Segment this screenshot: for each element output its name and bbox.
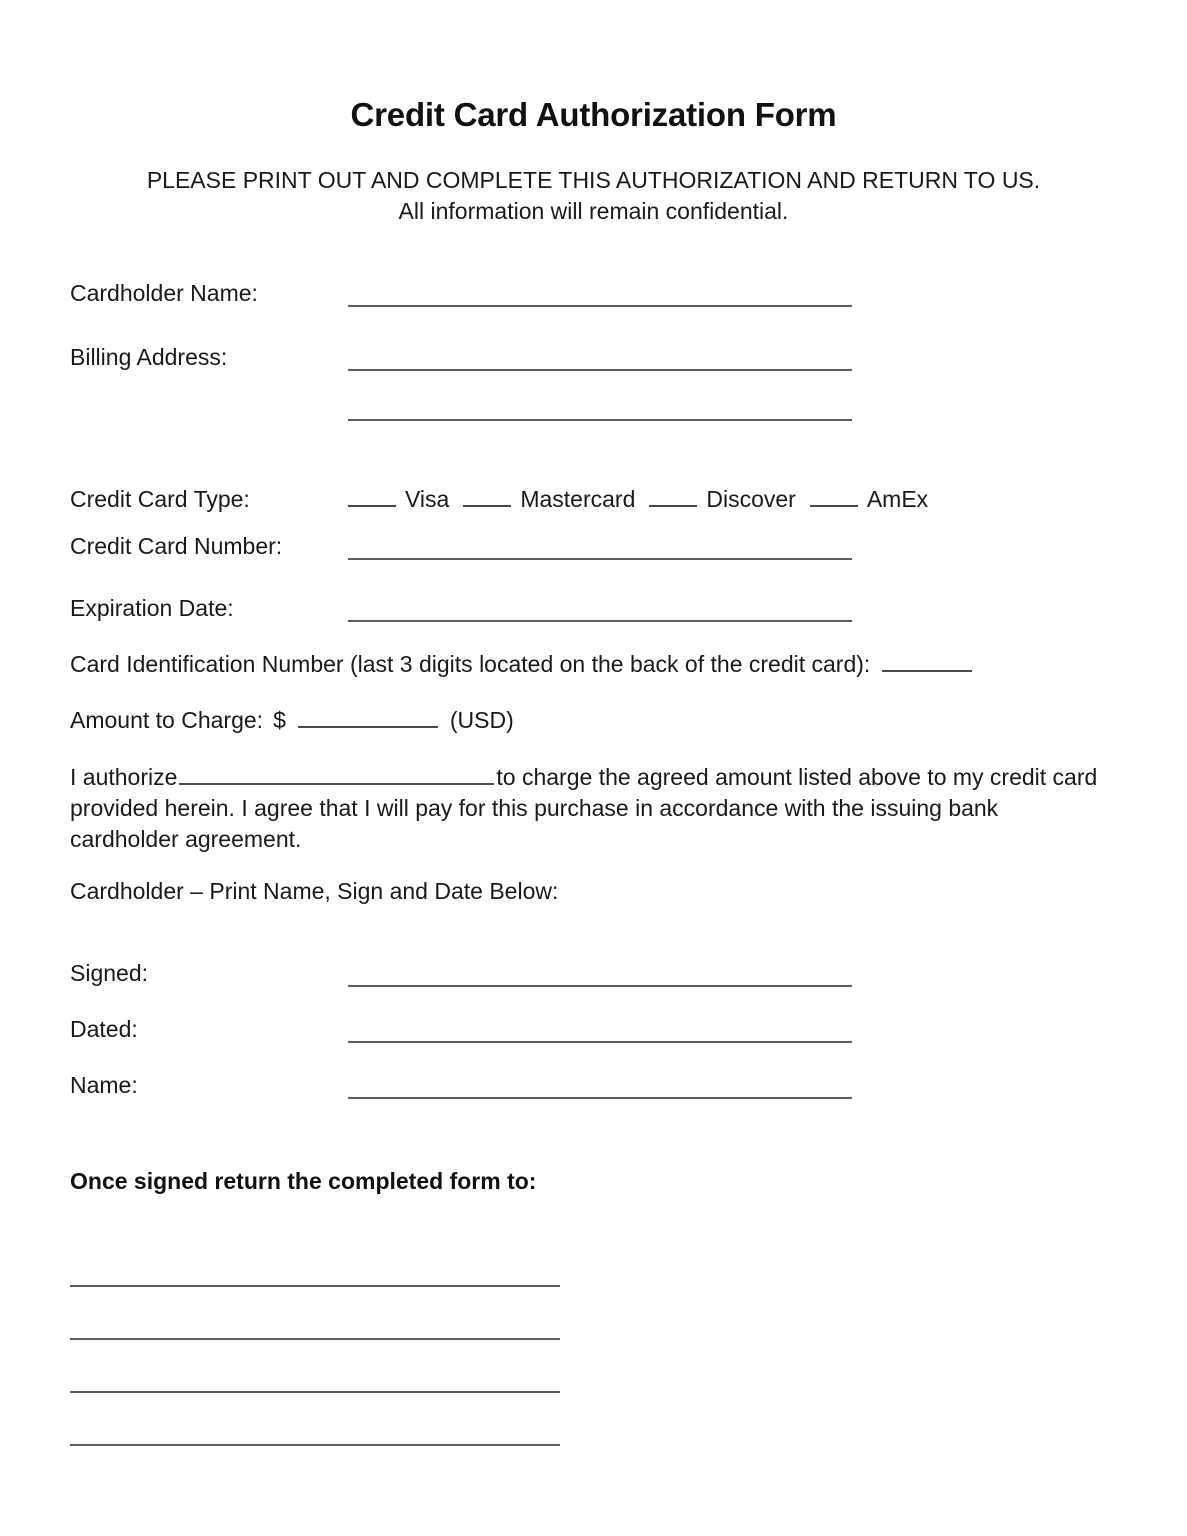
authorize-company-input-blank[interactable] — [179, 766, 494, 785]
dated-input-rule[interactable] — [348, 1041, 852, 1043]
card-type-checkbox-mastercard[interactable] — [463, 488, 511, 507]
name-label: Name: — [70, 1072, 138, 1098]
field-card-identification-number — [70, 651, 972, 678]
authorization-paragraph — [70, 762, 1105, 855]
subtitle-line-1: PLEASE PRINT OUT AND COMPLETE THIS AUTHORIZATION AND RETURN TO US. — [146, 167, 1041, 193]
return-address-rule-2[interactable] — [70, 1338, 560, 1340]
card-type-option-mastercard[interactable] — [463, 486, 635, 512]
return-address-rule-1[interactable] — [70, 1285, 560, 1287]
amount-currency-suffix: (USD) — [449, 707, 514, 733]
authorize-text-after: to charge the agreed amount listed above to my credit card provided herein. I agree that I will pay for this purchase in accordance with the issuing bank cardholder agreement. — [70, 764, 1098, 852]
card-type-checkbox-visa[interactable] — [348, 488, 396, 507]
amount-to-charge-input-blank[interactable] — [298, 709, 438, 728]
cardholder-name-input-rule[interactable] — [348, 305, 852, 307]
card-type-checkbox-amex[interactable] — [810, 488, 858, 507]
signed-label: Signed: — [70, 960, 149, 986]
credit-card-number-input-rule[interactable] — [348, 558, 852, 560]
footer-heading: Once signed return the completed form to: — [70, 1168, 537, 1194]
billing-address-input-rule-2[interactable] — [348, 419, 852, 421]
card-type-label-mastercard: Mastercard — [520, 486, 636, 512]
card-type-label-discover: Discover — [706, 486, 796, 512]
signed-input-rule[interactable] — [348, 985, 852, 987]
name-input-rule[interactable] — [348, 1097, 852, 1099]
cardholder-instruction: Cardholder – Print Name, Sign and Date Below: — [70, 878, 559, 904]
card-type-label-visa: Visa — [405, 486, 450, 512]
expiration-date-input-rule[interactable] — [348, 620, 852, 622]
page-title: Credit Card Authorization Form — [350, 96, 837, 133]
field-credit-card-type — [70, 486, 942, 513]
dated-label: Dated: — [70, 1016, 138, 1042]
return-address-rule-3[interactable] — [70, 1391, 560, 1393]
subtitle-line-2: All information will remain confidential. — [398, 198, 789, 224]
credit-card-type-label: Credit Card Type: — [70, 486, 250, 512]
card-type-option-discover[interactable] — [649, 486, 795, 512]
authorize-text-before: I authorize — [70, 764, 178, 790]
field-amount-to-charge — [70, 707, 514, 734]
card-identification-input-blank[interactable] — [882, 653, 972, 672]
card-identification-label: Card Identification Number (last 3 digits located on the back of the credit card): — [70, 651, 871, 677]
amount-currency-symbol: $ — [273, 707, 286, 733]
billing-address-label: Billing Address: — [70, 344, 228, 370]
billing-address-input-rule-1[interactable] — [348, 369, 852, 371]
credit-card-number-label: Credit Card Number: — [70, 533, 283, 559]
card-type-checkbox-discover[interactable] — [649, 488, 697, 507]
card-type-label-amex: AmEx — [866, 486, 929, 512]
card-type-option-amex[interactable] — [810, 486, 928, 512]
card-type-option-visa[interactable] — [348, 486, 449, 512]
cardholder-name-label: Cardholder Name: — [70, 280, 258, 306]
amount-to-charge-label: Amount to Charge: — [70, 707, 264, 733]
expiration-date-label: Expiration Date: — [70, 595, 234, 621]
return-address-rule-4[interactable] — [70, 1444, 560, 1446]
